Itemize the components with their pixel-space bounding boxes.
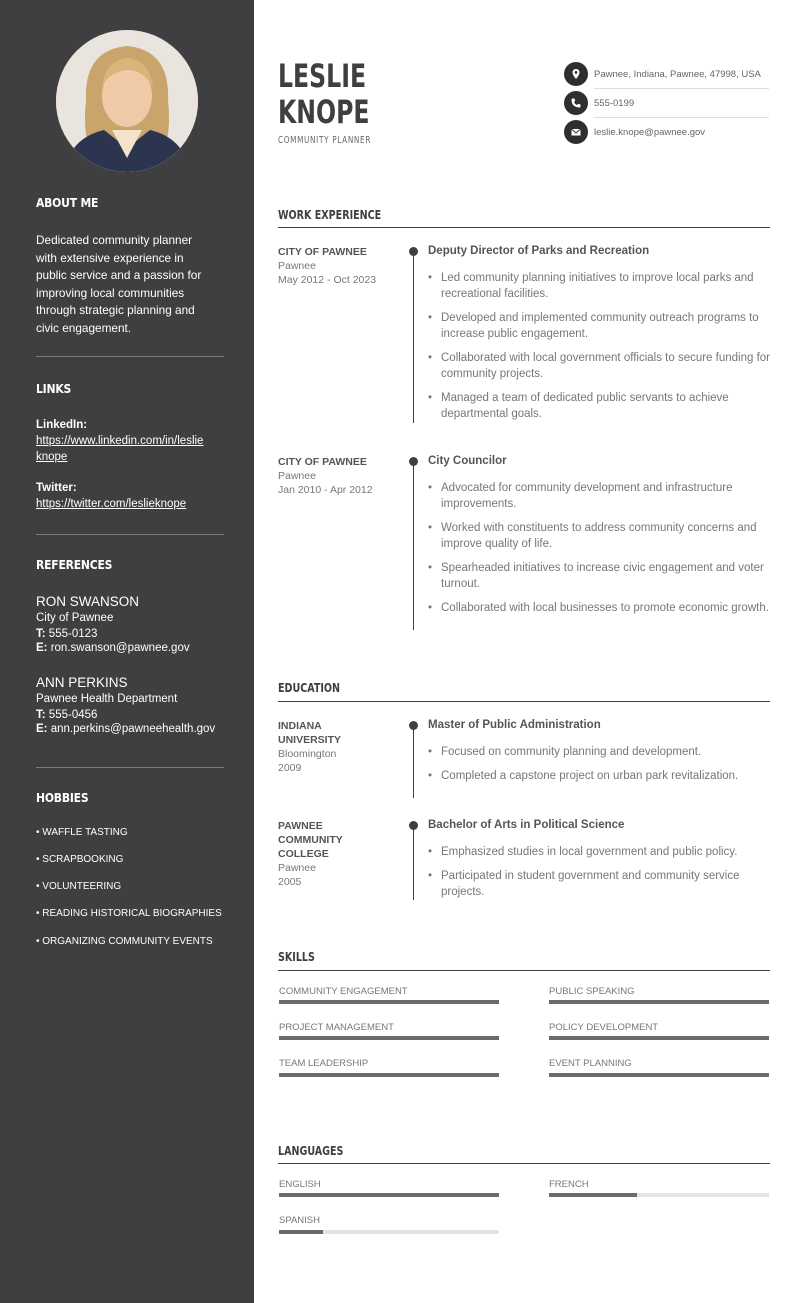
sidebar (0, 0, 254, 1303)
skill-bar (279, 1036, 499, 1040)
timeline-line (413, 252, 414, 423)
first-name: LESLIE (278, 57, 367, 95)
skill-label: TEAM LEADERSHIP (279, 1058, 369, 1069)
phone-text: 555-0199 (594, 97, 635, 109)
section-rule (278, 701, 770, 702)
language-bar-fill (279, 1230, 323, 1234)
education-dates: 2009 (278, 762, 302, 774)
reference-item (36, 594, 236, 654)
section-rule (278, 227, 770, 228)
education-bullet: • Completed a capstone project on urban park revitalization. (428, 768, 770, 784)
address-text: Pawnee, Indiana, Pawnee, 47998, USA (594, 68, 761, 80)
hobby-item: • SCRAPBOOKING (36, 854, 124, 865)
skill-label: COMMUNITY ENGAGEMENT (279, 986, 408, 997)
twitter-label: Twitter: (36, 482, 77, 494)
skill-bar (549, 1073, 769, 1077)
education-degree: Master of Public Administration (428, 719, 601, 731)
skill-label: EVENT PLANNING (549, 1058, 632, 1069)
twitter-link[interactable]: https://twitter.com/leslieknope (36, 498, 187, 510)
experience-heading: WORK EXPERIENCE (278, 207, 382, 222)
skill-bar-fill (549, 1036, 769, 1040)
reference-email: E: ann.perkins@pawneehealth.gov (36, 723, 216, 735)
envelope-icon (564, 120, 588, 144)
education-dates: 2005 (278, 876, 302, 888)
experience-bullet: • Led community planning initiatives to improve local parks and recreational facilities. (428, 270, 770, 302)
links-list (36, 417, 226, 512)
divider (36, 767, 224, 768)
language-bar-fill (279, 1193, 499, 1197)
timeline-line (413, 726, 414, 798)
skill-label: POLICY DEVELOPMENT (549, 1022, 659, 1033)
skill-bar (279, 1000, 499, 1004)
reference-phone: T: 555-0456 (36, 709, 98, 721)
timeline-line (413, 826, 414, 900)
phone-icon (564, 91, 588, 115)
reference-item (36, 675, 246, 735)
skill-label: PUBLIC SPEAKING (549, 986, 635, 997)
experience-location: Pawnee (278, 470, 316, 482)
linkedin-link[interactable]: https://www.linkedin.com/in/leslie knope (36, 435, 204, 463)
reference-org: Pawnee Health Department (36, 693, 178, 705)
experience-position: City Councilor (428, 455, 507, 467)
about-heading: ABOUT ME (36, 196, 99, 210)
job-title: COMMUNITY PLANNER (278, 135, 372, 146)
experience-bullet: • Collaborated with local businesses to promote economic growth. (428, 600, 770, 616)
education-org: INDIANA UNIVERSITY Bloomington 2009 (278, 719, 388, 775)
hobby-item: • READING HISTORICAL BIOGRAPHIES (36, 908, 222, 919)
experience-org: CITY OF PAWNEE Pawnee May 2012 - Oct 2023 (278, 245, 388, 287)
hobby-item: • WAFFLE TASTING (36, 827, 128, 838)
skill-bar (549, 1036, 769, 1040)
skill-bar (279, 1073, 499, 1077)
hobbies-heading: HOBBIES (36, 791, 89, 805)
education-bullet: • Participated in student government and community service projects. (428, 868, 770, 900)
language-bar (549, 1193, 769, 1197)
reference-name: RON SWANSON (36, 594, 140, 609)
contact-email (564, 118, 769, 146)
reference-org: City of Pawnee (36, 612, 114, 624)
experience-bullet: • Developed and implemented community outreach programs to increase public engagement. (428, 310, 770, 342)
skill-bar (549, 1000, 769, 1004)
reference-email: E: ron.swanson@pawnee.gov (36, 642, 190, 654)
last-name: KNOPE (278, 93, 370, 131)
experience-dates: May 2012 - Oct 2023 (278, 274, 377, 286)
experience-location: Pawnee (278, 260, 316, 272)
section-rule (278, 1163, 770, 1164)
language-label: FRENCH (549, 1179, 589, 1190)
skill-bar-fill (279, 1073, 499, 1077)
skill-bar-fill (549, 1073, 769, 1077)
experience-bullet: • Worked with constituents to address community concerns and improve quality of life. (428, 520, 770, 552)
references-heading: REFERENCES (36, 558, 113, 572)
education-location: Bloomington (278, 748, 337, 760)
skill-bar-fill (549, 1000, 769, 1004)
education-org: PAWNEE COMMUNITY COLLEGE Pawnee 2005 (278, 819, 388, 889)
education-degree: Bachelor of Arts in Political Science (428, 819, 625, 831)
education-location: Pawnee (278, 862, 316, 874)
language-label: ENGLISH (279, 1179, 321, 1190)
reference-name: ANN PERKINS (36, 675, 128, 690)
about-text: Dedicated community planner with extensive experience in public service and a passion for improving local communities through strategic planning and civic engagement. (36, 233, 202, 335)
linkedin-label: LinkedIn: (36, 419, 88, 431)
language-bar (279, 1230, 499, 1234)
email-text: leslie.knope@pawnee.gov (594, 126, 706, 138)
contact-phone (564, 89, 769, 117)
experience-position: Deputy Director of Parks and Recreation (428, 245, 650, 257)
language-bar-fill (549, 1193, 637, 1197)
experience-bullet: • Spearheaded initiatives to increase civic engagement and voter turnout. (428, 560, 770, 592)
timeline-line (413, 462, 414, 630)
languages-heading: LANGUAGES (278, 1143, 344, 1158)
education-bullet: • Focused on community planning and development. (428, 744, 770, 760)
education-bullet: • Emphasized studies in local government and public policy. (428, 844, 770, 860)
contact-address (564, 60, 769, 88)
language-label: SPANISH (279, 1215, 321, 1226)
experience-dates: Jan 2010 - Apr 2012 (278, 484, 373, 496)
links-heading: LINKS (36, 382, 72, 396)
experience-bullet: • Collaborated with local government officials to secure funding for community projects. (428, 350, 770, 382)
section-rule (278, 970, 770, 971)
experience-bullet: • Managed a team of dedicated public servants to achieve departmental goals. (428, 390, 770, 422)
skill-label: PROJECT MANAGEMENT (279, 1022, 394, 1033)
divider (36, 356, 224, 357)
skill-bar-fill (279, 1000, 499, 1004)
hobby-item: • ORGANIZING COMMUNITY EVENTS (36, 936, 213, 947)
hobby-item: • VOLUNTEERING (36, 881, 122, 892)
location-pin-icon (564, 62, 588, 86)
reference-phone: T: 555-0123 (36, 628, 98, 640)
profile-photo (56, 30, 198, 172)
full-name (278, 58, 370, 130)
divider (36, 534, 224, 535)
experience-org: CITY OF PAWNEE Pawnee Jan 2010 - Apr 2012 (278, 455, 388, 497)
skill-bar-fill (279, 1036, 499, 1040)
experience-bullet: • Advocated for community development and infrastructure improvements. (428, 480, 770, 512)
skills-heading: SKILLS (278, 949, 315, 964)
education-heading: EDUCATION (278, 680, 341, 695)
language-bar (279, 1193, 499, 1197)
